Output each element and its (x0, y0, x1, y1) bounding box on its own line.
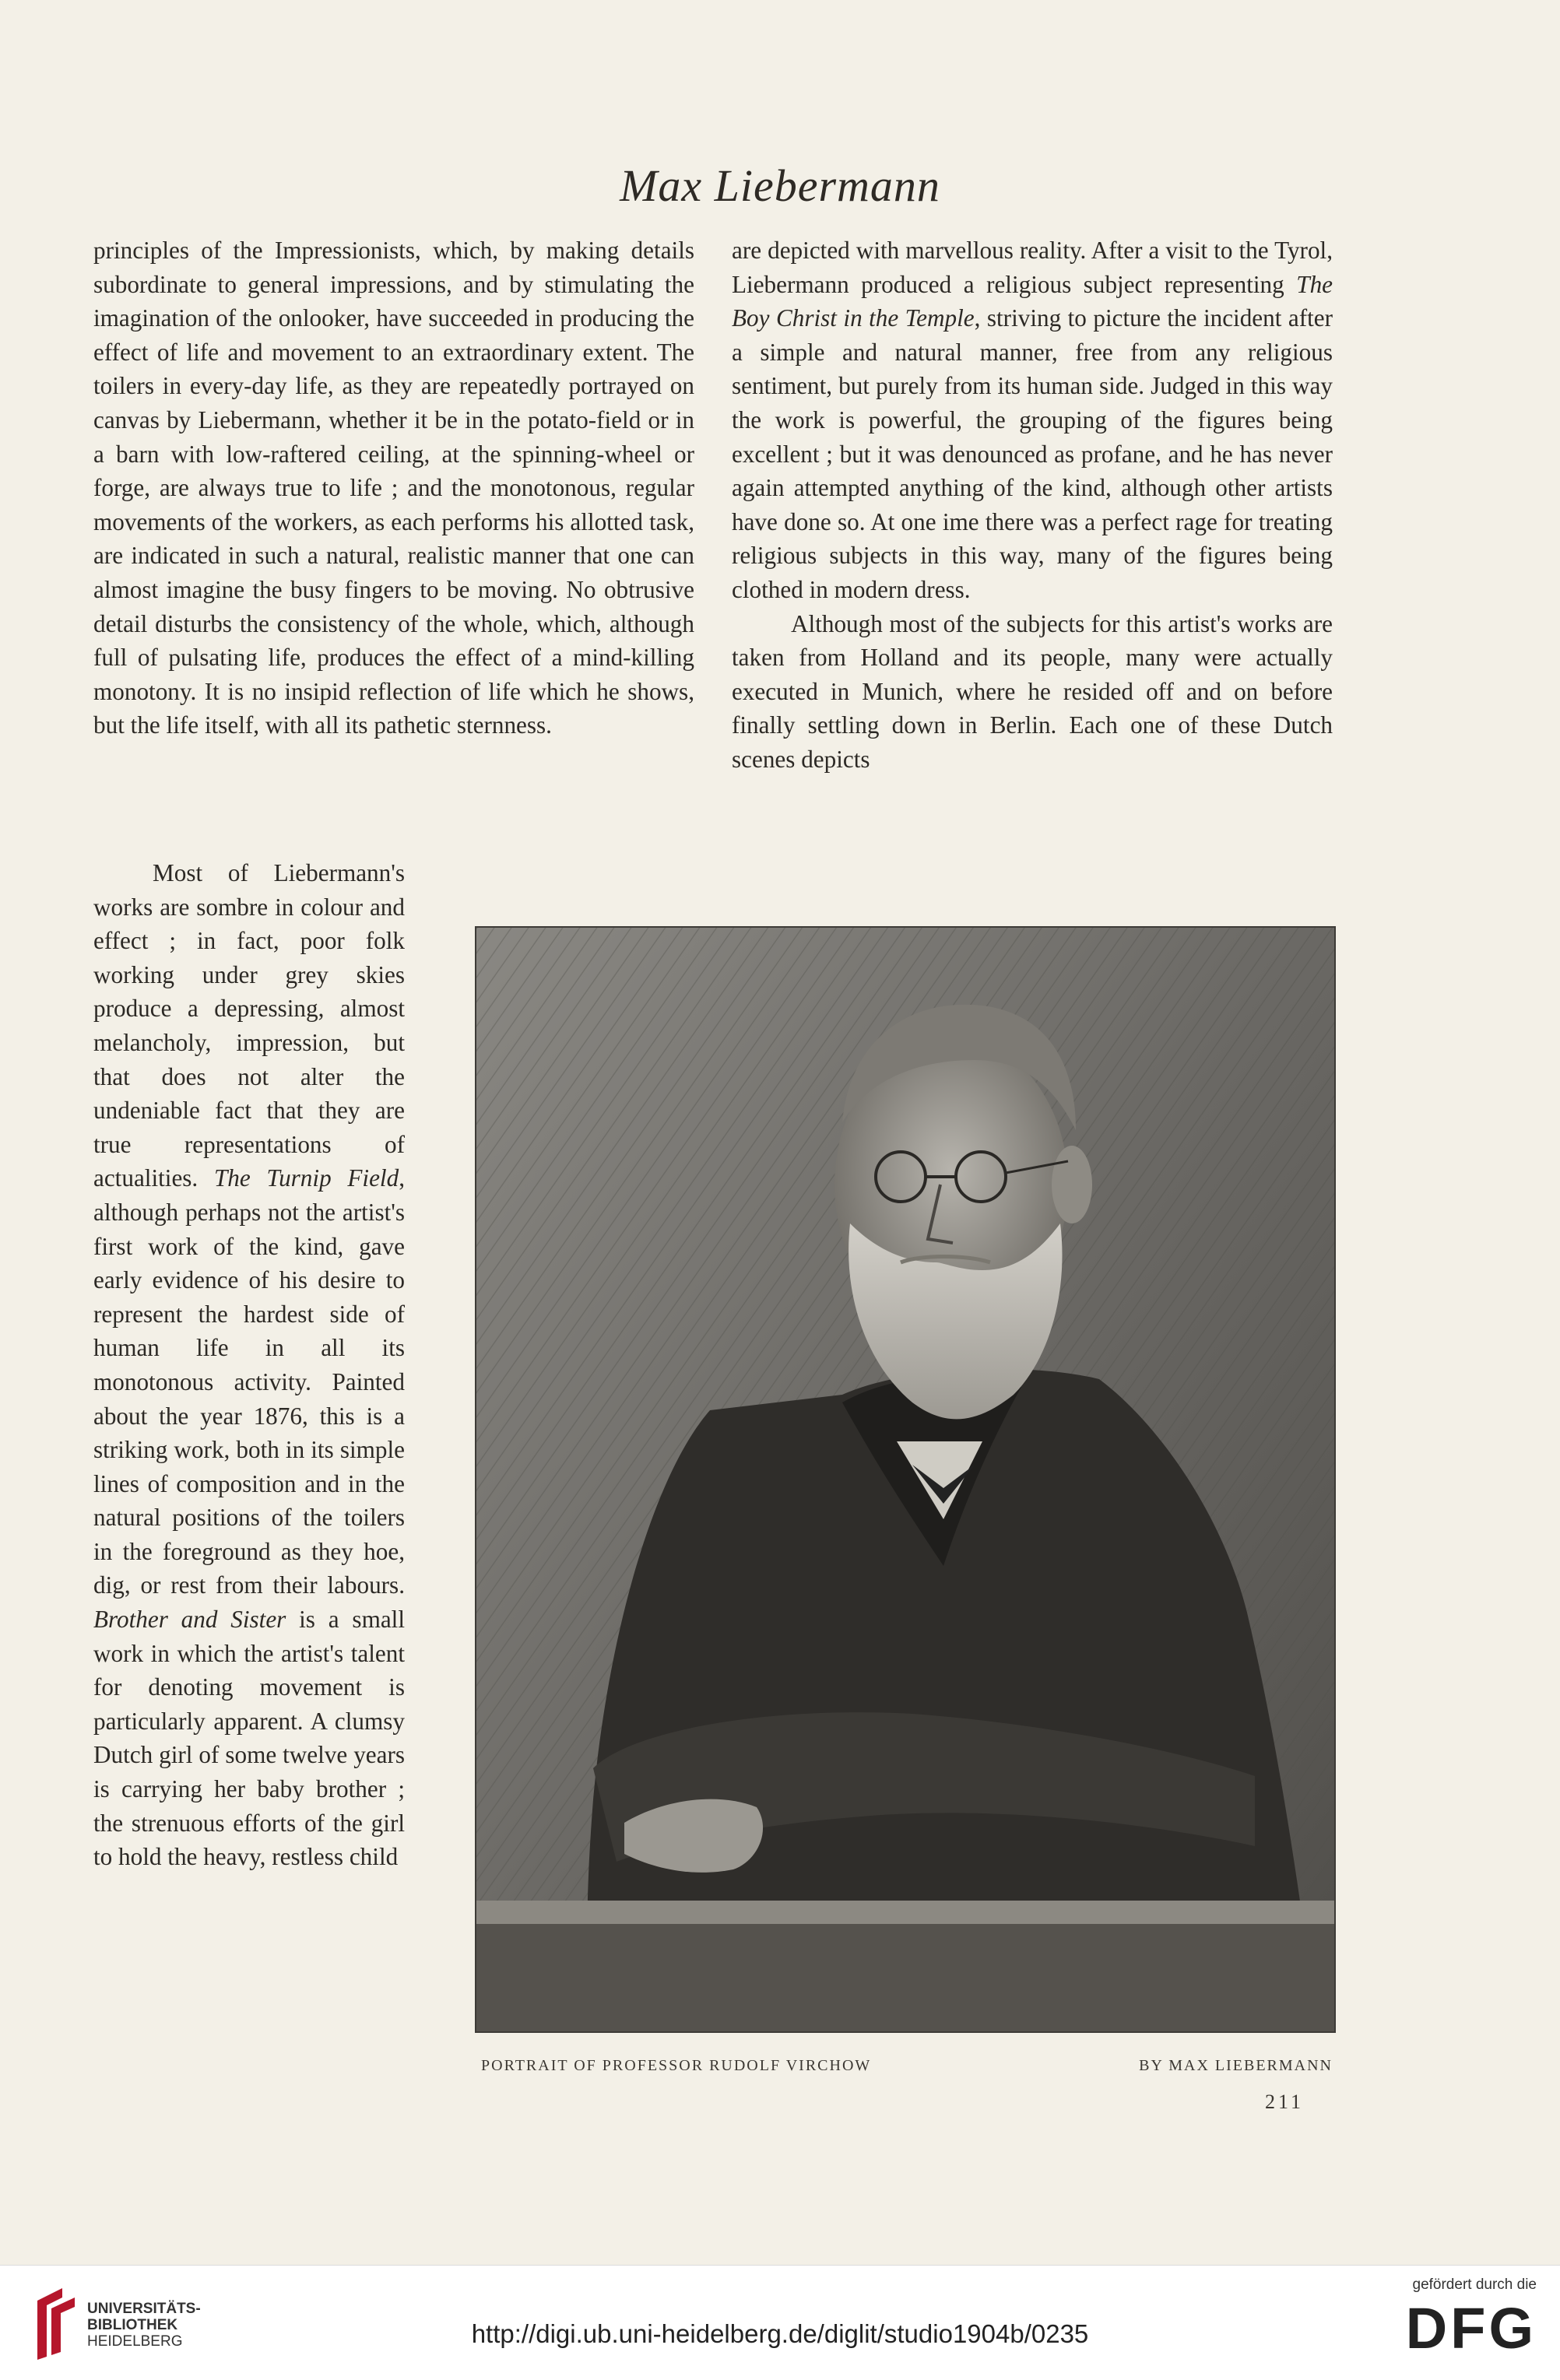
left-column-narrow (93, 856, 405, 1874)
text-run: , striving to picture the incident after a simple and natural manner, free from any religious sentiment, but purely from its human side. Judged in this way the work is powerful, the grouping of the figures being excellent ; but it was denounced as profane, and he has never again attempted anything of the kind, although other artists have done so. At one ime there was a perfect rage for treating religious subjects in this way, many of the figures being clothed in modern dress. (732, 304, 1333, 603)
paragraph (93, 856, 405, 1874)
sponsor-text: gefördert durch die (1412, 2276, 1537, 2293)
figure-credit: BY MAX LIEBERMANN (1139, 2057, 1333, 2074)
artwork-title: The Boy Christ in the Temple (732, 270, 1333, 332)
left-column-top (93, 233, 694, 742)
paragraph: principles of the Impressionists, which, by making details subordinate to general impressions, and by stimulating the imagination of the onlooker, have succeeded in producing the effect of life and movement to an extraordinary extent. The toilers in every-day life, as they are repeatedly portrayed on canvas by Liebermann, whether it be in the potato-field or in a barn with low-raftered ceiling, at the spinning-wheel or forge, are always true to life ; and the monotonous, regular movements of the workers, as each performs his allotted task, are indicated in such a natural, realistic manner that one can almost imagine the busy fingers to be moving. No obtrusive detail disturbs the consistency of the whole, which, although full of pulsating life, produces the effect of a mind-killing monotony. It is no insipid reflection of life which he shows, but the life itself, with all its pathetic sternness. (93, 237, 694, 739)
source-url-link[interactable]: http://digi.ub.uni-heidelberg.de/diglit/studio1904b/0235 (471, 2319, 1089, 2348)
running-head: Max Liebermann (620, 160, 940, 211)
text-run: Most of Liebermann's works are sombre in colour and effect ; in fact, poor folk working under grey skies produce a depressing, almost melancholy, impression, but that does not alter the undeniable fact that they are true representations of actualities. (93, 859, 405, 1192)
text-run: , although perhaps not the artist's first work of the kind, gave early evidence of his desire to represent the hardest side of human life in all its monotonous activity. Painted about the year 1876, this is a striking work, both in its simple lines of composition and in the natural positions of the toilers in the foreground as they hoe, dig, or rest from their labours. (93, 1164, 405, 1599)
paragraph (732, 233, 1333, 607)
page-number: 211 (1264, 2090, 1305, 2113)
portrait-illustration (475, 926, 1336, 2033)
artwork-title: Brother and Sister (93, 1606, 286, 1634)
figure-caption: PORTRAIT OF PROFESSOR RUDOLF VIRCHOW (481, 2057, 872, 2074)
library-name-line: BIBLIOTHEK (87, 2317, 178, 2333)
library-name-line: UNIVERSITÄTS- (87, 2301, 201, 2317)
portrait-drawing (476, 928, 1334, 2031)
right-column-top (732, 233, 1333, 777)
paragraph: Although most of the subjects for this artist's works are taken from Holland and its people, many were actually executed in Munich, where he resided off and on before finally settling down in Berlin. Each one of these Dutch scenes depicts (732, 609, 1333, 773)
text-run: are depicted with marvellous reality. After a visit to the Tyrol, Liebermann produced a religious subject representing (732, 237, 1333, 298)
sponsor-block (1365, 2276, 1537, 2364)
dfg-logo[interactable]: DFG (1405, 2296, 1537, 2361)
text-run: is a small work in which the artist's talent for denoting movement is particularly apparent. A clumsy Dutch girl of some twelve years is carrying her baby brother ; the strenuous efforts of the girl to hold the heavy, restless child (93, 1606, 405, 1871)
artwork-title: The Turnip Field (213, 1164, 399, 1192)
library-name-line: HEIDELBERG (87, 2333, 183, 2350)
